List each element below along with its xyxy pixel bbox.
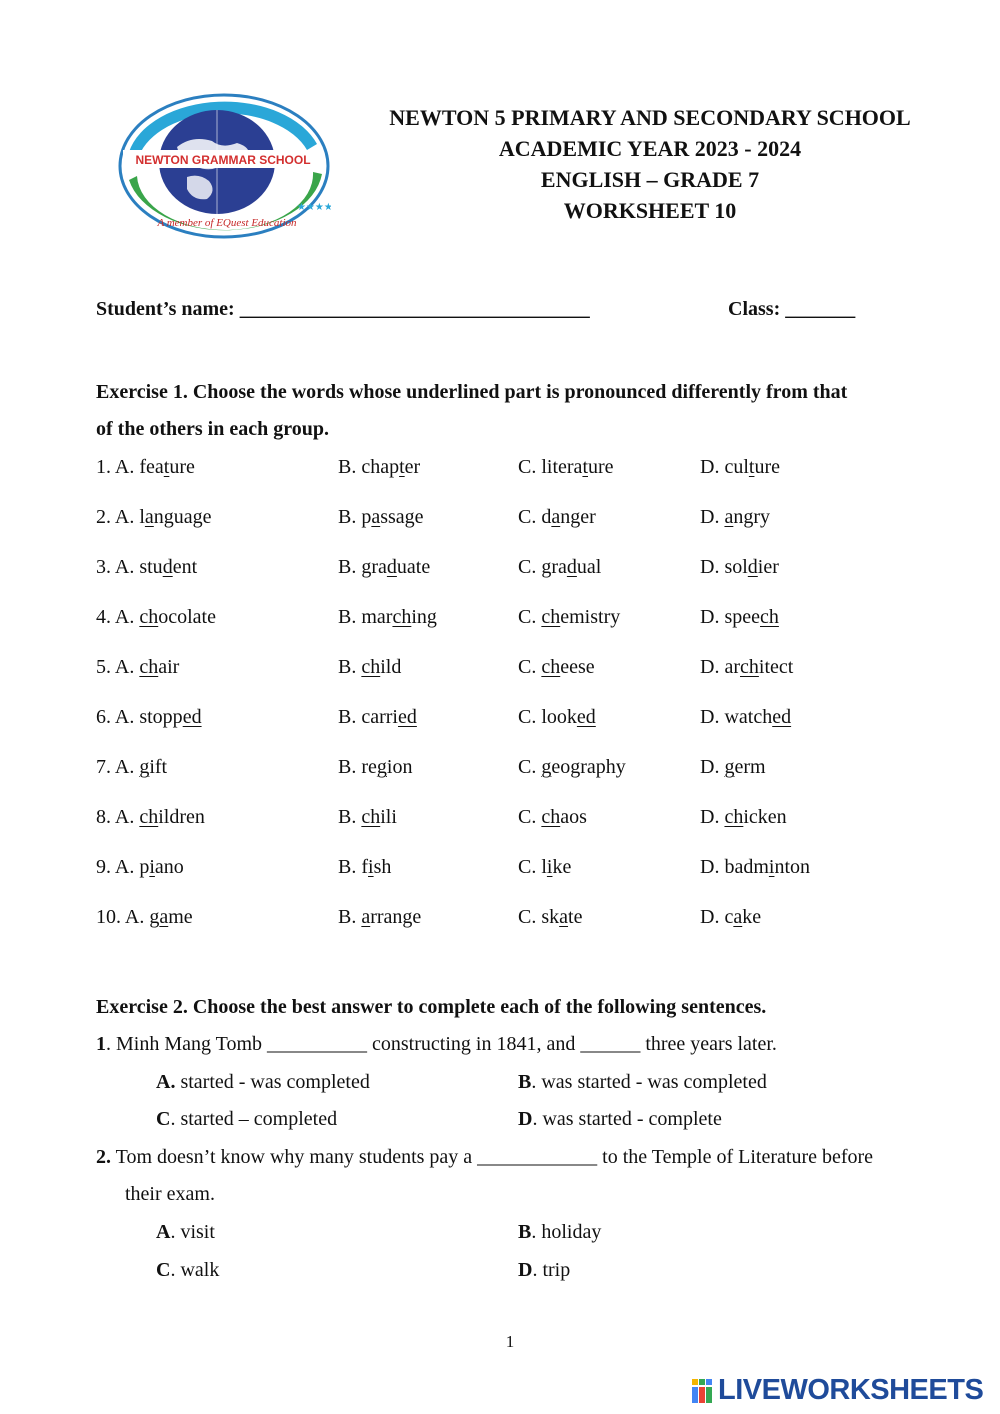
word-part: badm <box>724 856 769 878</box>
word-part: mar <box>361 606 393 628</box>
word-part: nger <box>560 506 596 528</box>
underlined-part: a <box>724 506 734 528</box>
option-letter: B <box>518 1221 532 1243</box>
word-part: ar <box>724 656 740 678</box>
word-part: nton <box>774 856 811 878</box>
word-part: litera <box>541 456 583 478</box>
question-number: 9. A. <box>96 856 140 878</box>
word-part: aos <box>560 806 587 828</box>
word-part: c <box>724 906 734 928</box>
option-letter: A <box>156 1221 171 1243</box>
school-logo <box>117 92 331 240</box>
word-part: p <box>361 506 372 528</box>
underlined-part: t <box>163 456 170 478</box>
word-part: stopp <box>139 706 183 728</box>
underlined-part: a <box>144 506 154 528</box>
option-letter: D. <box>700 806 725 828</box>
ex2-q1-text: . Minh Mang Tomb __________ constructing in 1841, and ______ three years later. <box>106 1033 777 1055</box>
underlined-part: ch <box>139 806 159 828</box>
ex2-q2-text-line1: Tom doesn’t know why many students pay a ____________ to the Temple of Literature before <box>111 1146 874 1168</box>
ex1-q3-option-c[interactable] <box>518 552 601 582</box>
word-part: me <box>168 906 193 928</box>
ex1-q4-option-a[interactable] <box>96 602 216 632</box>
underlined-part: g <box>541 756 552 778</box>
word-part: ke <box>552 856 572 878</box>
underlined-part: ch <box>361 806 381 828</box>
ex2-question-2 <box>96 1142 873 1172</box>
option-letter: D. <box>700 756 725 778</box>
option-letter: C. <box>518 856 542 878</box>
option-text: . walk <box>170 1259 220 1281</box>
ex1-q3-option-b[interactable] <box>338 552 430 582</box>
word-part: ual <box>576 556 602 578</box>
underlined-part: ch <box>740 656 759 678</box>
option-letter: B. <box>338 606 362 628</box>
option-letter: C <box>156 1108 171 1130</box>
worksheet-number: WORKSHEET 10 <box>563 198 737 223</box>
word-part: er <box>404 456 421 478</box>
word-part: re <box>361 756 377 778</box>
ex2-q2-number: 2. <box>96 1146 111 1168</box>
word-part: ssage <box>380 506 424 528</box>
question-number: 10. A. <box>96 906 150 928</box>
ex1-q7-option-d[interactable] <box>700 752 766 782</box>
question-number: 1. A. <box>96 456 140 478</box>
option-letter: B. <box>338 456 362 478</box>
underlined-part: ed <box>397 706 417 728</box>
word-part: sk <box>541 906 560 928</box>
word-part: ke <box>742 906 762 928</box>
ex1-q4-option-c[interactable] <box>518 602 620 632</box>
ex2-q2-option-a[interactable] <box>156 1217 215 1247</box>
ex1-q8-option-b[interactable] <box>338 802 397 832</box>
word-part: sol <box>724 556 748 578</box>
ex1-question-row <box>96 852 956 882</box>
word-part: watch <box>724 706 773 728</box>
word-part: ion <box>386 756 413 778</box>
word-part: eese <box>560 656 595 678</box>
underlined-part: g <box>139 756 150 778</box>
ex1-q1-option-d[interactable] <box>700 452 780 482</box>
word-part: icken <box>743 806 787 828</box>
underlined-part: t <box>582 456 588 478</box>
underlined-part: ch <box>724 806 744 828</box>
question-number: 6. A. <box>96 706 140 728</box>
ex1-q1-option-c[interactable] <box>518 452 614 482</box>
ex2-q2-text-line2: their exam. <box>125 1183 215 1205</box>
underlined-part: ch <box>760 606 779 628</box>
option-letter: A. <box>156 1071 176 1093</box>
word-part: ngry <box>733 506 771 528</box>
logo-tagline: A member of EQuest Education <box>157 217 297 229</box>
option-letter: D. <box>700 506 725 528</box>
option-letter: B. <box>338 806 362 828</box>
underlined-part: ch <box>139 656 159 678</box>
word-part: erm <box>734 756 766 778</box>
word-part: uate <box>396 556 431 578</box>
exercise2-title: Exercise 2. Choose the best answer to complete each of the following sentences. <box>96 996 767 1018</box>
question-number: 7. A. <box>96 756 140 778</box>
option-letter: B. <box>338 856 362 878</box>
option-text: . was started - complete <box>532 1108 722 1130</box>
underlined-part: d <box>747 556 758 578</box>
option-text: . started – completed <box>170 1108 338 1130</box>
underlined-part: ed <box>772 706 792 728</box>
question-number: 8. A. <box>96 806 140 828</box>
ex1-q9-option-c[interactable] <box>518 852 571 882</box>
option-letter: D <box>518 1259 533 1281</box>
logo-school-name: NEWTON GRAMMAR SCHOOL <box>135 153 311 167</box>
option-letter: B. <box>338 656 362 678</box>
exercise1-title-line1: Exercise 1. Choose the words whose underlined part is pronounced differently from that <box>96 381 848 403</box>
word-part: gra <box>541 556 567 578</box>
word-part: ure <box>588 456 614 478</box>
ex1-q5-option-a[interactable] <box>96 652 179 682</box>
ex1-q6-option-b[interactable] <box>338 702 417 732</box>
word-part: emistry <box>560 606 621 628</box>
word-part: ure <box>169 456 195 478</box>
ex1-q6-option-d[interactable] <box>700 702 791 732</box>
subject-grade: ENGLISH – GRADE 7 <box>540 167 760 192</box>
ex1-question-row <box>96 902 956 932</box>
ex1-q5-option-b[interactable] <box>338 652 401 682</box>
ex1-q8-option-a[interactable] <box>96 802 205 832</box>
ex2-q2-option-c[interactable] <box>156 1255 219 1285</box>
ex1-q3-option-d[interactable] <box>700 552 779 582</box>
option-letter: C. <box>518 606 542 628</box>
ex1-q2-option-d[interactable] <box>700 502 770 532</box>
ex1-q1-option-b[interactable] <box>338 452 420 482</box>
word-part: ili <box>380 806 397 828</box>
underlined-part: d <box>386 556 397 578</box>
underlined-part: i <box>546 856 553 878</box>
option-letter: B. <box>338 906 362 928</box>
ex1-question-row <box>96 802 956 832</box>
underlined-part: i <box>768 856 775 878</box>
ex1-q9-option-b[interactable] <box>338 852 391 882</box>
ex1-q5-option-d[interactable] <box>700 652 793 682</box>
word-part: f <box>361 856 369 878</box>
word-part: l <box>139 506 145 528</box>
word-part: carri <box>361 706 398 728</box>
ex1-q7-option-c[interactable] <box>518 752 626 782</box>
option-letter: C. <box>518 756 542 778</box>
student-name-blank[interactable]: ___________________________________ <box>239 298 590 320</box>
word-part: sh <box>373 856 392 878</box>
word-part: eography <box>551 756 626 778</box>
ex1-q10-option-c[interactable] <box>518 902 582 932</box>
option-letter: B <box>518 1071 532 1093</box>
option-letter: B. <box>338 706 362 728</box>
ex1-q4-option-d[interactable] <box>700 602 779 632</box>
word-part: air <box>158 656 180 678</box>
ex1-q10-option-b[interactable] <box>338 902 421 932</box>
option-letter: C. <box>518 556 542 578</box>
underlined-part: i <box>149 856 155 878</box>
option-letter: D. <box>700 856 725 878</box>
option-letter: B. <box>338 506 362 528</box>
word-part: stu <box>139 556 163 578</box>
word-part: l <box>541 856 547 878</box>
option-letter: C. <box>518 506 542 528</box>
word-part: chap <box>361 456 400 478</box>
word-part: cul <box>724 456 749 478</box>
option-letter: D. <box>700 606 725 628</box>
underlined-part: a <box>361 906 371 928</box>
underlined-part: d <box>566 556 577 578</box>
page-number: 1 <box>505 1332 515 1351</box>
option-letter: C. <box>518 806 542 828</box>
option-letter: C. <box>518 906 542 928</box>
underlined-part: ch <box>541 806 561 828</box>
word-part: itect <box>758 656 794 678</box>
word-part: look <box>541 706 577 728</box>
underlined-part: ch <box>361 656 381 678</box>
option-letter: C. <box>518 656 542 678</box>
underlined-part: a <box>371 506 381 528</box>
ex1-q9-option-a[interactable] <box>96 852 184 882</box>
underlined-part: a <box>551 506 561 528</box>
underlined-part: g <box>376 756 387 778</box>
ex1-q8-option-c[interactable] <box>518 802 587 832</box>
underlined-part: ch <box>139 606 159 628</box>
word-part: ocolate <box>158 606 216 628</box>
ex2-q1-option-a[interactable] <box>156 1067 370 1097</box>
ex2-q1-option-b[interactable] <box>518 1067 767 1097</box>
word-part: ift <box>149 756 168 778</box>
school-name: NEWTON 5 PRIMARY AND SECONDARY SCHOOL <box>389 105 911 130</box>
student-name-label: Student’s name: <box>96 298 240 320</box>
ex1-question-row <box>96 752 956 782</box>
underlined-part: t <box>748 456 755 478</box>
question-number: 4. A. <box>96 606 140 628</box>
underlined-part: a <box>559 906 569 928</box>
word-part: ano <box>154 856 184 878</box>
underlined-part: ed <box>576 706 596 728</box>
ex1-q2-option-c[interactable] <box>518 502 596 532</box>
liveworksheets-brand[interactable] <box>692 1373 992 1407</box>
word-part: ildren <box>158 806 205 828</box>
underlined-part: ch <box>541 606 561 628</box>
option-letter: C. <box>518 706 542 728</box>
ex2-q1-number: 1 <box>96 1033 106 1055</box>
word-part: ing <box>411 606 437 628</box>
ex1-question-row <box>96 652 956 682</box>
option-letter: D. <box>700 556 725 578</box>
word-part: te <box>568 906 583 928</box>
word-part: spee <box>724 606 760 628</box>
ex1-q6-option-a[interactable] <box>96 702 202 732</box>
ex1-q6-option-c[interactable] <box>518 702 596 732</box>
underlined-part: ch <box>541 656 561 678</box>
question-number: 2. A. <box>96 506 140 528</box>
ex1-question-row <box>96 452 956 482</box>
option-letter: D. <box>700 706 725 728</box>
question-number: 3. A. <box>96 556 140 578</box>
ex1-q9-option-d[interactable] <box>700 852 810 882</box>
underlined-part: a <box>733 906 743 928</box>
option-letter: C. <box>518 456 542 478</box>
underlined-part: ed <box>182 706 202 728</box>
option-text: . was started - was completed <box>531 1071 767 1093</box>
word-part: fea <box>139 456 164 478</box>
underlined-part: i <box>368 856 374 878</box>
liveworksheets-logo-icon <box>692 1379 714 1403</box>
word-part: ent <box>172 556 198 578</box>
option-text: started - was completed <box>175 1071 370 1093</box>
ex1-q2-option-a[interactable] <box>96 502 212 532</box>
ex1-q10-option-d[interactable] <box>700 902 761 932</box>
ex2-q2-option-d[interactable] <box>518 1255 570 1285</box>
exercise1-title-line2: of the others in each group. <box>96 418 329 440</box>
word-part: d <box>541 506 552 528</box>
option-letter: D. <box>700 906 725 928</box>
option-text: . visit <box>170 1221 215 1243</box>
ex1-q7-option-a[interactable] <box>96 752 167 782</box>
ex1-q3-option-a[interactable] <box>96 552 197 582</box>
liveworksheets-wordmark: LIVEWORKSHEETS <box>718 1374 984 1406</box>
question-number: 5. A. <box>96 656 140 678</box>
class-label: Class: <box>728 298 786 320</box>
word-part: ier <box>757 556 779 578</box>
option-letter: C <box>156 1259 171 1281</box>
option-letter: D. <box>700 656 725 678</box>
word-part: g <box>149 906 160 928</box>
option-text: . holiday <box>531 1221 602 1243</box>
word-part: nguage <box>153 506 212 528</box>
option-letter: B. <box>338 756 362 778</box>
ex1-q2-option-b[interactable] <box>338 502 424 532</box>
student-name-line <box>96 298 590 321</box>
ex1-question-row <box>96 552 956 582</box>
word-part: ild <box>380 656 402 678</box>
word-part: rrange <box>370 906 422 928</box>
underlined-part: t <box>399 456 405 478</box>
svg-text:★★★★: ★★★★ <box>297 202 331 213</box>
ex1-q1-option-a[interactable] <box>96 452 195 482</box>
ex1-question-row <box>96 502 956 532</box>
ex1-q7-option-b[interactable] <box>338 752 412 782</box>
ex2-question-1 <box>96 1029 777 1059</box>
class-line <box>728 298 855 321</box>
underlined-part: g <box>724 756 735 778</box>
ex1-q8-option-d[interactable] <box>700 802 787 832</box>
option-letter: B. <box>338 556 362 578</box>
option-text: . trip <box>532 1259 571 1281</box>
ex2-q1-option-c[interactable] <box>156 1104 337 1134</box>
word-part: ure <box>754 456 780 478</box>
underlined-part: a <box>159 906 169 928</box>
exercise1-title <box>96 374 946 448</box>
worksheet-header <box>330 102 970 226</box>
underlined-part: ch <box>392 606 412 628</box>
ex1-question-row <box>96 702 956 732</box>
ex1-q10-option-a[interactable] <box>96 902 193 932</box>
ex1-q4-option-b[interactable] <box>338 602 437 632</box>
underlined-part: d <box>162 556 173 578</box>
word-part: p <box>139 856 150 878</box>
ex2-q1-option-d[interactable] <box>518 1104 722 1134</box>
class-blank[interactable]: _______ <box>785 298 856 320</box>
ex1-q5-option-c[interactable] <box>518 652 595 682</box>
option-letter: D <box>518 1108 533 1130</box>
academic-year: ACADEMIC YEAR 2023 - 2024 <box>498 136 802 161</box>
option-letter: D. <box>700 456 725 478</box>
ex1-question-row <box>96 602 956 632</box>
ex2-q2-option-b[interactable] <box>518 1217 601 1247</box>
word-part: gra <box>361 556 387 578</box>
